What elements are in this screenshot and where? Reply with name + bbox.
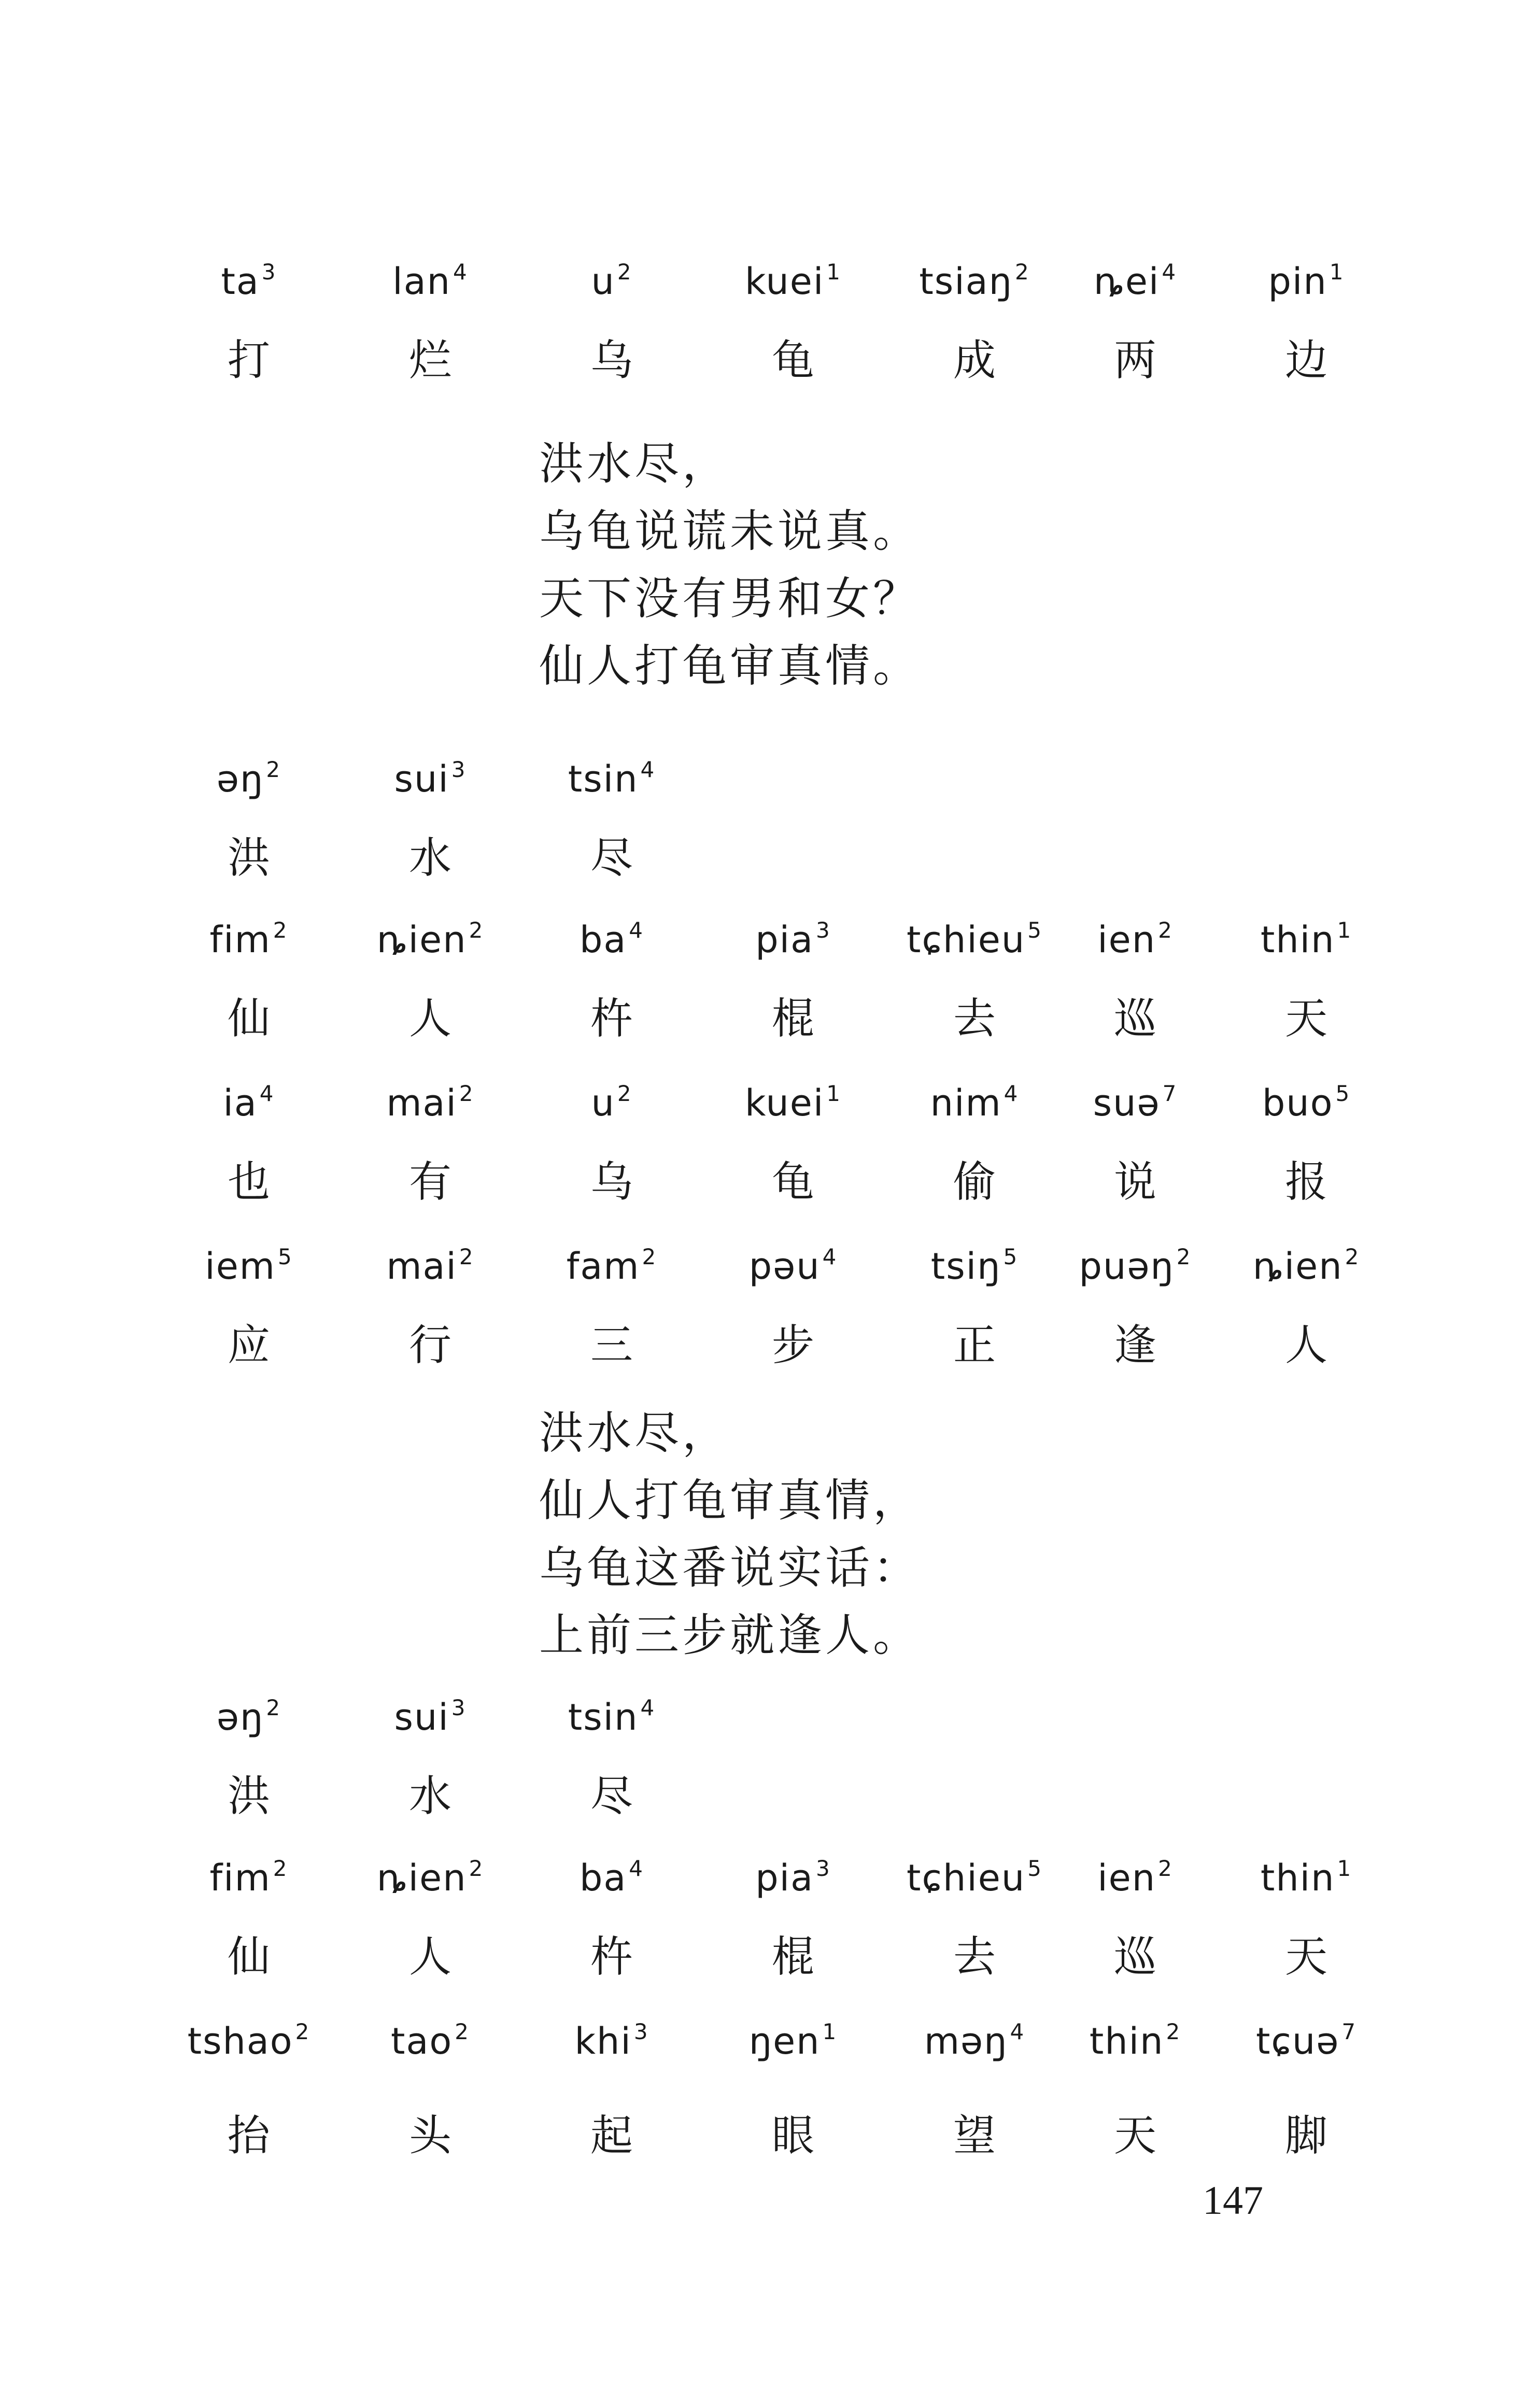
chinese-character: 人 xyxy=(408,1932,451,1982)
romanization-word: $ia^4$ xyxy=(223,1081,275,1124)
romanization-word: tsiŋ$^5$ xyxy=(930,1244,1019,1288)
chinese-character: 龟 xyxy=(771,336,814,385)
romanization-word: ien$^2$ xyxy=(1097,917,1173,961)
romanization-word: kuei$^1$ xyxy=(745,1081,841,1124)
romanization-word: tshao$^2$ xyxy=(187,2019,310,2062)
romanization-word: tao$^2$ xyxy=(391,2019,470,2062)
romanization-word: fam$^2$ xyxy=(566,1244,657,1288)
romanization-word: $u^2$ xyxy=(591,259,632,303)
romanization-word: ȵei$^4$ xyxy=(1093,259,1177,303)
romanization-word: tɕhieu$^5$ xyxy=(907,917,1042,961)
chinese-character: 打 xyxy=(227,336,270,385)
page-number: 147 xyxy=(1203,2178,1263,2223)
chinese-character: 仙 xyxy=(227,1932,270,1982)
chinese-character: 天 xyxy=(1113,2111,1156,2160)
chinese-character: 烂 xyxy=(408,336,451,385)
romanization-word: iem$^5$ xyxy=(205,1244,293,1288)
chinese-character: 也 xyxy=(227,1157,270,1207)
chinese-character: 逢 xyxy=(1113,1321,1156,1370)
chinese-character: 棍 xyxy=(771,1932,814,1982)
romanization-word: sui$^3$ xyxy=(394,1695,467,1739)
romanization-word: khi$^3$ xyxy=(574,2019,649,2062)
chinese-character: 仙 xyxy=(227,994,270,1043)
romanization-word: suə$^7$ xyxy=(1093,1081,1178,1124)
chinese-character: 杵 xyxy=(590,994,633,1043)
verse-line: 天下没有男和女？ xyxy=(539,573,921,625)
verse-line: 上前三步就逢人。 xyxy=(539,1609,921,1661)
romanization-word: thin$^1$ xyxy=(1260,917,1352,961)
chinese-character: 起 xyxy=(590,2111,633,2160)
chinese-character: 偷 xyxy=(953,1157,996,1207)
verse-line: 仙人打龟审真情。 xyxy=(539,640,921,692)
romanization-word: tɕhieu$^5$ xyxy=(907,1856,1042,1899)
verse-line: 乌龟这番说实话： xyxy=(539,1542,921,1594)
verse-line: 洪水尽， xyxy=(539,438,730,490)
romanization-word: kuei$^1$ xyxy=(745,259,841,303)
chinese-character: 成 xyxy=(953,336,996,385)
romanization-word: $ba^4$ xyxy=(579,917,644,961)
chinese-character: 应 xyxy=(227,1321,270,1370)
chinese-character: 巡 xyxy=(1113,1932,1156,1982)
chinese-character: 步 xyxy=(771,1321,814,1370)
romanization-word: ȵien$^2$ xyxy=(1252,1244,1360,1288)
chinese-character: 抬 xyxy=(227,2111,270,2160)
romanization-word: pəu$^4$ xyxy=(748,1244,838,1288)
romanization-word: tsin$^4$ xyxy=(568,757,656,800)
romanization-word: mai$^2$ xyxy=(386,1244,474,1288)
chinese-character: 洪 xyxy=(227,833,270,883)
romanization-word: məŋ$^4$ xyxy=(924,2019,1025,2062)
chinese-character: 尽 xyxy=(590,833,633,883)
romanization-word: ȵien$^2$ xyxy=(376,917,484,961)
verse-stanza-2 xyxy=(539,1400,921,1669)
chinese-character: 杵 xyxy=(590,1932,633,1982)
romanization-word: $u^2$ xyxy=(591,1081,632,1124)
romanization-word: tɕuə$^7$ xyxy=(1255,2019,1357,2062)
chinese-character: 水 xyxy=(408,1772,451,1821)
chinese-character: 巡 xyxy=(1113,994,1156,1043)
romanization-word: $ba^4$ xyxy=(579,1856,644,1899)
verse-line: 仙人打龟审真情， xyxy=(539,1475,921,1527)
romanization-word: tsiaŋ$^2$ xyxy=(919,259,1030,303)
chinese-character: 龟 xyxy=(771,1157,814,1207)
chinese-character: 三 xyxy=(590,1321,633,1370)
romanization-word: ȵien$^2$ xyxy=(376,1856,484,1899)
verse-line: 洪水尽， xyxy=(539,1407,730,1459)
chinese-character: 正 xyxy=(953,1321,996,1370)
romanization-word: $ta^3$ xyxy=(221,259,277,303)
romanization-word: tsin$^4$ xyxy=(568,1695,656,1739)
chinese-character: 水 xyxy=(408,833,451,883)
chinese-character: 天 xyxy=(1284,1932,1327,1982)
chinese-character: 报 xyxy=(1284,1157,1327,1207)
romanization-word: nim$^4$ xyxy=(930,1081,1019,1124)
romanization-word: ien$^2$ xyxy=(1097,1856,1173,1899)
romanization-word: mai$^2$ xyxy=(386,1081,474,1124)
romanization-word: pin$^1$ xyxy=(1268,259,1345,303)
romanization-word: əŋ$^2$ xyxy=(216,1695,281,1739)
chinese-character: 去 xyxy=(953,1932,996,1982)
romanization-word: lan$^4$ xyxy=(392,259,468,303)
chinese-character: 人 xyxy=(1284,1321,1327,1370)
romanization-word: thin$^2$ xyxy=(1089,2019,1181,2062)
chinese-character: 乌 xyxy=(590,1157,633,1207)
chinese-character: 天 xyxy=(1284,994,1327,1043)
romanization-word: thin$^1$ xyxy=(1260,1856,1352,1899)
chinese-character: 有 xyxy=(408,1157,451,1207)
chinese-character: 头 xyxy=(408,2111,451,2160)
chinese-character: 边 xyxy=(1284,336,1327,385)
chinese-character: 棍 xyxy=(771,994,814,1043)
romanization-word: ŋen$^1$ xyxy=(748,2019,838,2062)
romanization-word: puəŋ$^2$ xyxy=(1079,1244,1192,1288)
romanization-word: sui$^3$ xyxy=(394,757,467,800)
chinese-character: 乌 xyxy=(590,336,633,385)
chinese-character: 行 xyxy=(408,1321,451,1370)
romanization-word: fim$^2$ xyxy=(209,1856,288,1899)
romanization-word: pia$^3$ xyxy=(755,917,831,961)
chinese-character: 眼 xyxy=(771,2111,814,2160)
verse-line: 乌龟说谎未说真。 xyxy=(539,505,921,557)
chinese-character: 说 xyxy=(1113,1157,1156,1207)
romanization-word: buo$^5$ xyxy=(1262,1081,1351,1124)
chinese-character: 洪 xyxy=(227,1772,270,1821)
romanization-word: fim$^2$ xyxy=(209,917,288,961)
chinese-character: 脚 xyxy=(1284,2111,1327,2160)
chinese-character: 望 xyxy=(953,2111,996,2160)
verse-stanza-1 xyxy=(539,430,921,700)
romanization-word: pia$^3$ xyxy=(755,1856,831,1899)
romanization-word: əŋ$^2$ xyxy=(216,757,281,800)
chinese-character: 人 xyxy=(408,994,451,1043)
chinese-character: 去 xyxy=(953,994,996,1043)
chinese-character: 两 xyxy=(1113,336,1156,385)
chinese-character: 尽 xyxy=(590,1772,633,1821)
